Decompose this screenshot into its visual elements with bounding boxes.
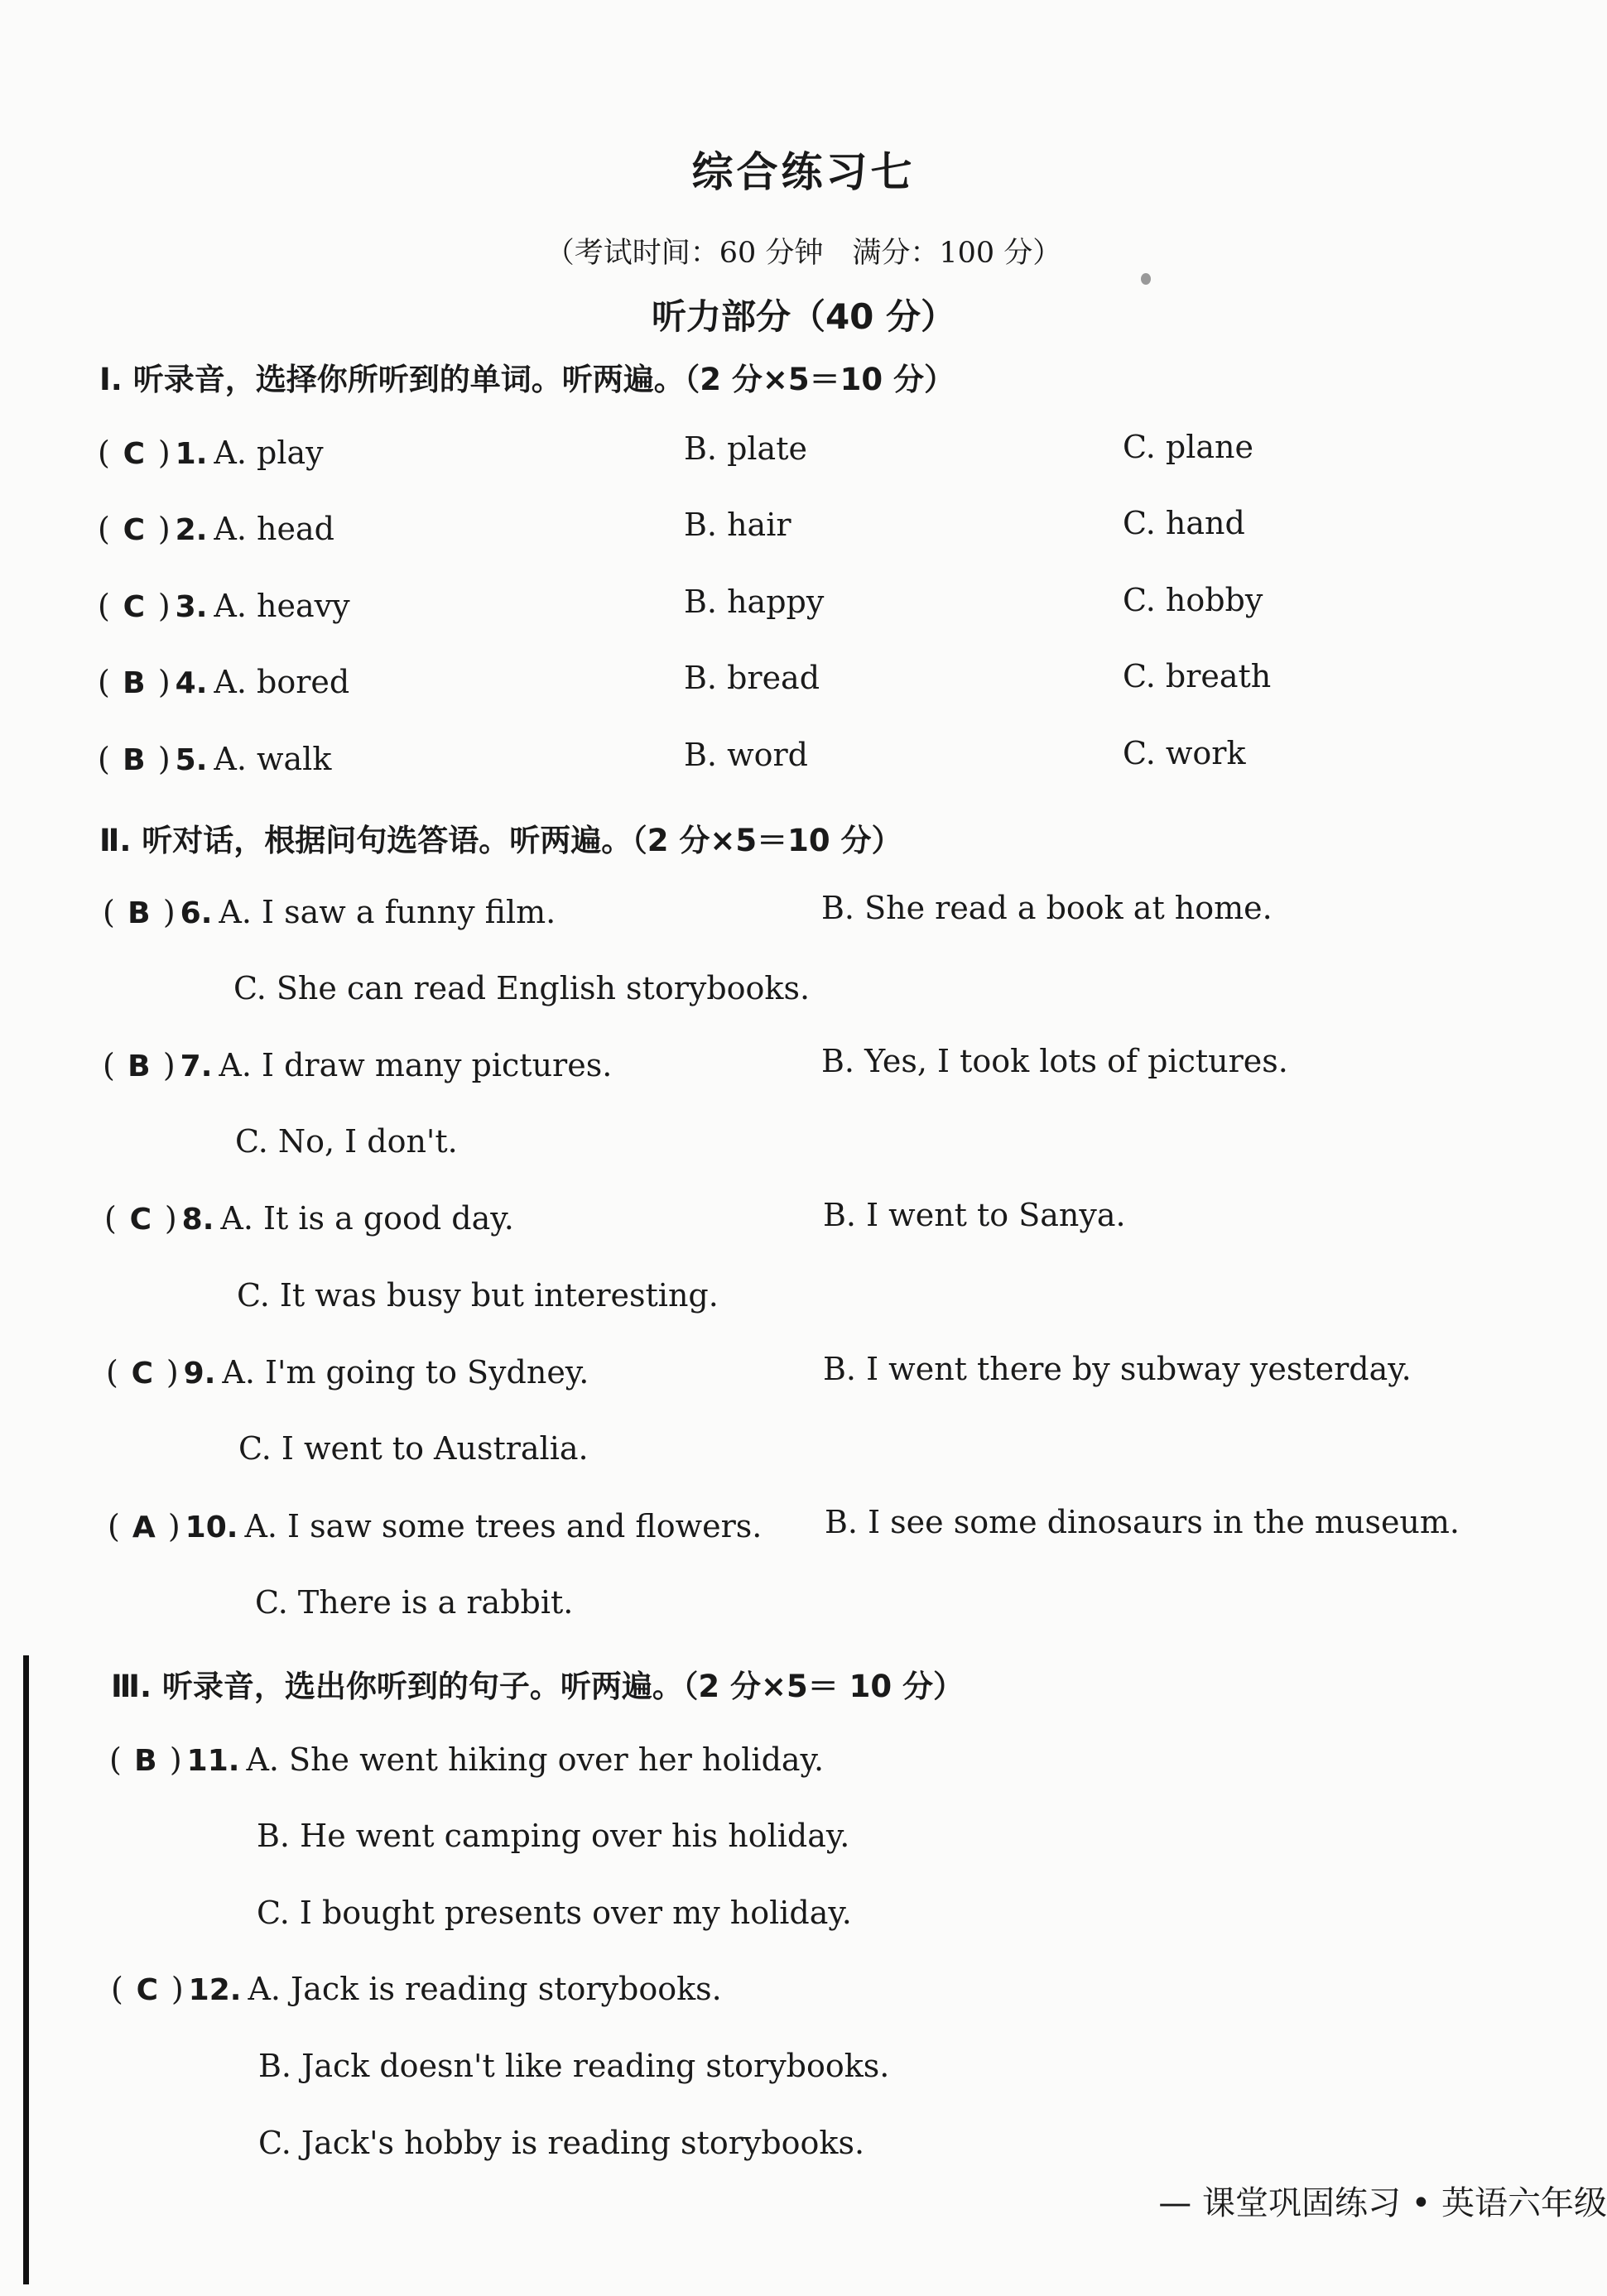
- option-a: A. I'm going to Sydney.: [222, 1354, 589, 1391]
- paren-open: (: [108, 1508, 120, 1544]
- answer-mark: C: [131, 1357, 154, 1391]
- option-b: B. She read a book at home.: [821, 890, 1273, 926]
- question-row: [104, 1200, 514, 1237]
- paren-close: ): [157, 511, 171, 547]
- option-a: A. I draw many pictures.: [219, 1047, 613, 1083]
- paren-close: ): [157, 664, 171, 700]
- option-a: A. bored: [214, 664, 350, 700]
- answer-mark: C: [123, 437, 146, 471]
- paren-close: ): [171, 1971, 184, 2007]
- answer-mark: C: [123, 590, 146, 624]
- paren-open: (: [103, 1047, 115, 1083]
- paren-close: ): [164, 1200, 177, 1237]
- option-b: B. I see some dinosaurs in the museum.: [825, 1504, 1460, 1540]
- paren-close: ): [166, 1354, 179, 1391]
- option-b: B. He went camping over his holiday.: [257, 1818, 850, 1854]
- option-a: A. It is a good day.: [220, 1200, 514, 1237]
- answer-mark: B: [134, 1744, 157, 1778]
- paren-open: (: [111, 1971, 123, 2007]
- question-row: [98, 741, 331, 777]
- question-number: 5.: [175, 743, 208, 777]
- paren-close: ): [169, 1741, 182, 1778]
- question-number: 11.: [186, 1744, 240, 1778]
- option-b: B. I went there by subway yesterday.: [823, 1351, 1412, 1387]
- part1-instruction: Ⅰ. 听录音，选择你所听到的单词。听两遍。（2 分×5＝10 分）: [99, 362, 955, 397]
- scan-edge: [23, 1655, 29, 2284]
- paren-close: ): [162, 894, 176, 930]
- question-row: [109, 1741, 824, 1778]
- option-a: A. I saw a funny film.: [219, 894, 556, 930]
- paren-open: (: [98, 588, 110, 624]
- option-a: A. She went hiking over her holiday.: [246, 1741, 825, 1778]
- question-row: [108, 1508, 762, 1544]
- option-c: C. hand: [1123, 505, 1245, 541]
- question-number: 7.: [180, 1050, 213, 1083]
- option-a: A. Jack is reading storybooks.: [248, 1971, 722, 2007]
- option-b: B. plate: [684, 430, 807, 467]
- part2-instruction: Ⅱ. 听对话，根据问句选答语。听两遍。（2 分×5＝10 分）: [99, 823, 902, 858]
- paren-close: ): [167, 1508, 180, 1544]
- paren-open: (: [98, 664, 110, 700]
- answer-mark: B: [123, 743, 146, 777]
- answer-mark: B: [128, 1050, 151, 1083]
- question-row: [106, 1354, 589, 1391]
- answer-mark: C: [123, 513, 146, 547]
- paren-close: ): [157, 741, 171, 777]
- option-c: C. I went to Australia.: [238, 1430, 589, 1467]
- answer-mark: A: [132, 1511, 156, 1544]
- question-row: [111, 1971, 722, 2007]
- option-c: C. Jack's hobby is reading storybooks.: [258, 2125, 865, 2161]
- paren-open: (: [106, 1354, 118, 1391]
- option-c: C. No, I don't.: [235, 1123, 458, 1160]
- option-b: B. hair: [684, 507, 791, 543]
- paren-open: (: [98, 435, 110, 471]
- option-c: C. plane: [1123, 429, 1253, 465]
- question-row: [98, 435, 324, 471]
- option-c: C. I bought presents over my holiday.: [257, 1895, 852, 1931]
- question-number: 10.: [185, 1511, 238, 1544]
- question-row: [98, 511, 334, 547]
- option-b: B. happy: [684, 584, 825, 620]
- option-b: B. I went to Sanya.: [823, 1197, 1126, 1233]
- option-c: C. She can read English storybooks.: [233, 970, 811, 1006]
- paren-close: ): [157, 588, 171, 624]
- option-a: A. walk: [214, 741, 332, 777]
- option-a: A. play: [214, 435, 324, 471]
- paren-open: (: [98, 741, 110, 777]
- question-row: [98, 664, 349, 700]
- paren-close: ): [157, 435, 171, 471]
- question-row: [103, 894, 556, 930]
- question-row: [103, 1047, 612, 1083]
- paren-close: ): [162, 1047, 176, 1083]
- question-number: 1.: [175, 437, 208, 471]
- question-number: 3.: [175, 590, 208, 624]
- question-row: [98, 588, 350, 624]
- question-number: 4.: [175, 666, 208, 700]
- paren-open: (: [103, 894, 115, 930]
- question-number: 12.: [188, 1973, 242, 2007]
- answer-mark: C: [136, 1973, 159, 2007]
- scan-speck: [1141, 273, 1151, 285]
- answer-mark: B: [123, 666, 146, 700]
- part3-instruction: Ⅲ. 听录音，选出你听到的句子。听两遍。（2 分×5＝ 10 分）: [111, 1669, 965, 1704]
- option-b: B. Jack doesn't like reading storybooks.: [258, 2048, 890, 2084]
- option-c: C. breath: [1123, 658, 1272, 694]
- paren-open: (: [109, 1741, 122, 1778]
- question-number: 2.: [175, 513, 208, 547]
- page-title: 综合练习七: [691, 148, 916, 196]
- paren-open: (: [104, 1200, 117, 1237]
- option-b: B. bread: [684, 660, 820, 696]
- option-a: A. heavy: [214, 588, 350, 624]
- answer-mark: B: [128, 896, 151, 930]
- option-b: B. word: [684, 737, 808, 773]
- question-number: 9.: [183, 1357, 216, 1391]
- option-a: A. head: [214, 511, 334, 547]
- option-a: A. I saw some trees and flowers.: [244, 1508, 763, 1544]
- option-c: C. work: [1123, 735, 1246, 771]
- question-number: 8.: [181, 1203, 214, 1237]
- paren-open: (: [98, 511, 110, 547]
- option-c: C. There is a rabbit.: [255, 1584, 574, 1621]
- page-footer: — 课堂巩固练习 • 英语六年级: [1158, 2184, 1607, 2222]
- option-c: C. hobby: [1123, 582, 1263, 618]
- exam-info: （考试时间：60 分钟 满分：100 分）: [545, 237, 1062, 270]
- listening-heading: 听力部分（40 分）: [651, 296, 956, 337]
- question-number: 6.: [180, 896, 213, 930]
- option-c: C. It was busy but interesting.: [237, 1277, 719, 1314]
- option-b: B. Yes, I took lots of pictures.: [821, 1043, 1288, 1079]
- answer-mark: C: [129, 1203, 152, 1237]
